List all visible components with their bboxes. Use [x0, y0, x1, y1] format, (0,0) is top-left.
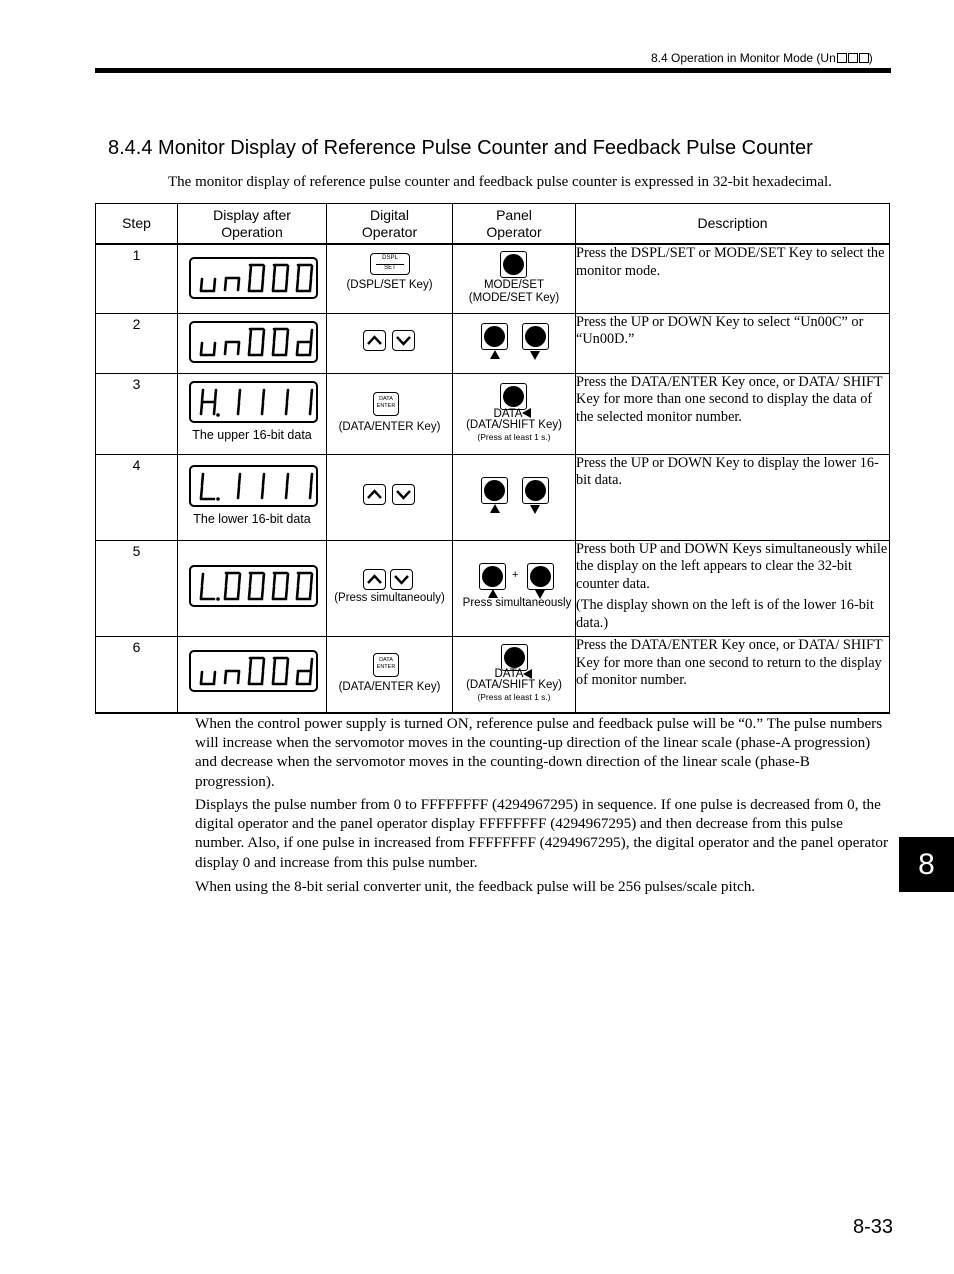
up-arrow-icon: [490, 504, 500, 513]
segment-digit-glyph: [294, 327, 316, 357]
up-button-icon: [481, 477, 508, 504]
step-description-note: (The display shown on the left is of the lower 16-bit data.): [576, 597, 874, 631]
segment-f: [298, 266, 299, 277]
segment-b: [287, 659, 288, 670]
panel-caption: DATA: [494, 668, 524, 680]
step-number: 6: [132, 639, 141, 655]
segment-c: [262, 343, 263, 354]
segment-digit: [270, 327, 292, 357]
segment-digit: [246, 263, 268, 293]
segment-c: [214, 343, 215, 354]
decimal-point: [216, 413, 220, 417]
segment-e: [297, 279, 298, 290]
segment-digit: [270, 471, 292, 501]
segment-e: [225, 587, 226, 598]
segment-e: [273, 672, 274, 683]
page-number: 8-33: [853, 1216, 894, 1238]
segment-digit: [222, 571, 244, 601]
segment-c: [310, 587, 311, 598]
segment-digit: [270, 263, 292, 293]
segment-digit-glyph: [246, 327, 268, 357]
segment-digit: [294, 263, 316, 293]
up-arrow-icon: [490, 350, 500, 359]
segment-e: [273, 587, 274, 598]
segment-digit-glyph: [222, 263, 244, 293]
segment-digit-glyph: [270, 387, 292, 417]
segment-b: [311, 474, 312, 485]
segment-digit: [294, 327, 316, 357]
segment-digit-glyph: [270, 656, 292, 686]
segment-b: [263, 659, 264, 670]
segment-c: [238, 672, 239, 683]
segment-e: [201, 403, 202, 414]
segment-b: [287, 474, 288, 485]
segment-e: [201, 343, 202, 354]
segment-digit: [294, 387, 316, 417]
segment-b: [239, 574, 240, 585]
up-key-icon: [363, 569, 386, 590]
up-button-icon: [479, 563, 506, 590]
segment-digit-glyph: [198, 327, 220, 357]
segment-f: [274, 574, 275, 585]
panel-caption: (MODE/SET Key): [468, 292, 560, 304]
segment-c: [214, 403, 215, 414]
segment-f: [250, 574, 251, 585]
segment-digit: [246, 656, 268, 686]
segment-e: [249, 343, 250, 354]
step-number: 3: [132, 375, 141, 392]
segment-c: [286, 403, 287, 414]
segment-f: [202, 474, 203, 485]
segment-b: [287, 266, 288, 277]
body-paragraph: When using the 8-bit serial converter unit, the feedback pulse will be 256 pulses/scale pitch.: [195, 878, 756, 895]
seven-segment-display: [189, 321, 318, 363]
segment-digit: [198, 387, 220, 417]
segment-e: [201, 587, 202, 598]
segment-digit: [294, 571, 316, 601]
left-arrow-icon: [522, 408, 531, 418]
segment-digit-glyph: [222, 656, 244, 686]
dspl-set-key-icon: DSPL SET: [370, 253, 410, 275]
segment-f: [298, 574, 299, 585]
data-shift-button-icon: [500, 383, 527, 410]
segment-f: [250, 330, 251, 341]
display-caption: The lower 16-bit data: [193, 511, 311, 526]
operation-steps-table: [95, 203, 890, 714]
segment-c: [286, 587, 287, 598]
step-description: Press the UP or DOWN Key to display the lower 16-bit data.: [576, 454, 879, 488]
step-description: Press the DATA/ENTER Key once, or DATA/ SHIFT Key for more than one second to return to the display of monitor number.: [576, 637, 883, 688]
segment-e: [225, 672, 226, 683]
header-digital-operator: Digital Operator: [327, 204, 453, 245]
segment-digit-glyph: [198, 571, 220, 601]
segment-digit: [246, 471, 268, 501]
segment-digit-glyph: [294, 387, 316, 417]
segment-f: [274, 659, 275, 670]
segment-b: [287, 574, 288, 585]
segment-c: [238, 343, 239, 354]
segment-c: [262, 672, 263, 683]
segment-f: [226, 574, 227, 585]
segment-digit-glyph: [294, 263, 316, 293]
down-button-icon: [522, 477, 549, 504]
segment-digit-glyph: [270, 471, 292, 501]
seven-segment-display: [189, 381, 318, 423]
section-intro: The monitor display of reference pulse counter and feedback pulse counter is expressed in 32-bit hexadecimal.: [168, 174, 832, 190]
segment-digit: [294, 656, 316, 686]
segment-digit: [222, 387, 244, 417]
segment-e: [297, 672, 298, 683]
step-description: Press the DATA/ENTER Key once, or DATA/ SHIFT Key for more than one second to display the data of the selected monitor number.: [576, 373, 883, 425]
segment-digit-glyph: [294, 656, 316, 686]
segment-digit: [246, 571, 268, 601]
segment-digit-glyph: [246, 656, 268, 686]
step-number: 5: [132, 542, 141, 559]
down-key-icon: [392, 330, 415, 351]
running-head: 8.4 Operation in Monitor Mode (Un ): [651, 51, 873, 65]
segment-b: [263, 474, 264, 485]
panel-caption-note: (Press at least 1 s.): [477, 431, 551, 442]
table-row: [96, 244, 890, 313]
segment-digit: [198, 327, 220, 357]
segment-c: [262, 403, 263, 414]
down-button-icon: [527, 563, 554, 590]
section-title: 8.4.4 Monitor Display of Reference Pulse Counter and Feedback Pulse Counter: [108, 137, 813, 159]
display-caption: The upper 16-bit data: [192, 427, 312, 442]
placeholder-box-icon: [848, 53, 858, 63]
segment-b: [263, 266, 264, 277]
segment-b: [311, 330, 312, 341]
header-step: Step: [96, 204, 178, 245]
segment-digit-glyph: [246, 387, 268, 417]
seven-segment-display: [189, 650, 318, 692]
segment-b: [287, 330, 288, 341]
segment-digit: [198, 571, 220, 601]
segment-digit: [246, 327, 268, 357]
data-shift-button-icon: [501, 644, 528, 671]
segment-b: [239, 390, 240, 401]
left-arrow-icon: [523, 669, 532, 679]
segment-e: [225, 279, 226, 290]
segment-digit-glyph: [222, 327, 244, 357]
panel-caption: (DATA/SHIFT Key): [466, 679, 562, 691]
panel-caption: MODE/SET: [483, 279, 545, 291]
up-key-icon: [363, 484, 386, 505]
header-rule: [95, 68, 891, 73]
segment-b: [263, 330, 264, 341]
segment-digit-glyph: [246, 263, 268, 293]
table-row: [96, 540, 890, 637]
segment-digit-glyph: [222, 471, 244, 501]
segment-b: [287, 390, 288, 401]
up-button-icon: [481, 323, 508, 350]
segment-e: [201, 487, 202, 498]
segment-b: [311, 574, 312, 585]
segment-f: [202, 574, 203, 585]
segment-b: [263, 390, 264, 401]
digital-key-caption: (DATA/ENTER Key): [338, 681, 441, 693]
segment-b: [311, 659, 312, 670]
segment-c: [286, 487, 287, 498]
segment-digit-glyph: [270, 327, 292, 357]
plus-sign: +: [512, 568, 519, 581]
down-arrow-icon: [530, 351, 540, 360]
segment-digit-glyph: [198, 471, 220, 501]
down-key-icon: [390, 569, 413, 590]
placeholder-box-icon: [837, 53, 847, 63]
digital-key-caption: (Press simultaneouly): [334, 591, 445, 604]
segment-c: [214, 279, 215, 290]
body-paragraph: Displays the pulse number from 0 to FFFFFFFF (4294967295) in sequence. If one pulse is decreased from 0, the digital operator and the panel operator display FFFFFFFF (4294967295) and then decrease from this pulse number. Also, if one pulse in increased from FFFFFFFF (4294967295), the digital operator and the panel operator display 0 and increase from this pulse number.: [195, 796, 889, 871]
digital-key-caption: (DATA/ENTER Key): [338, 420, 441, 433]
seven-segment-display: [189, 465, 318, 507]
segment-digit-glyph: [198, 387, 220, 417]
table-row: [96, 373, 890, 454]
segment-digit: [222, 263, 244, 293]
segment-b: [311, 266, 312, 277]
decimal-point: [216, 597, 220, 601]
segment-c: [262, 587, 263, 598]
header-display: Display after Operation: [178, 204, 327, 245]
segment-digit: [222, 471, 244, 501]
placeholder-box-icon: [859, 53, 869, 63]
header-panel-operator: Panel Operator: [453, 204, 576, 245]
step-description: Press both UP and DOWN Keys simultaneously while the display on the left appears to clear the 32-bit counter data.: [576, 540, 888, 592]
up-key-icon: [363, 330, 386, 351]
segment-digit: [222, 656, 244, 686]
segment-digit: [198, 263, 220, 293]
segment-e: [249, 279, 250, 290]
segment-f: [250, 659, 251, 670]
segment-digit: [270, 571, 292, 601]
segment-digit-glyph: [198, 263, 220, 293]
segment-e: [201, 279, 202, 290]
panel-caption: (DATA/SHIFT Key): [466, 418, 562, 431]
segment-c: [310, 279, 311, 290]
seven-segment-display: [189, 257, 318, 299]
segment-e: [201, 672, 202, 683]
segment-b: [311, 390, 312, 401]
segment-e: [297, 343, 298, 354]
table-row: [96, 454, 890, 540]
table-row: [96, 637, 890, 713]
down-arrow-icon: [530, 505, 540, 514]
data-enter-key-icon: DATA ENTER: [373, 392, 399, 416]
segment-f: [274, 330, 275, 341]
segment-digit-glyph: [270, 571, 292, 601]
segment-e: [249, 587, 250, 598]
header-description: Description: [576, 204, 890, 245]
segment-b: [263, 574, 264, 585]
step-number: 1: [132, 247, 141, 263]
segment-digit-glyph: [198, 656, 220, 686]
segment-digit-glyph: [270, 263, 292, 293]
segment-digit: [198, 471, 220, 501]
segment-e: [297, 587, 298, 598]
segment-c: [238, 487, 239, 498]
segment-e: [273, 279, 274, 290]
segment-digit: [270, 656, 292, 686]
digital-key-caption: (DSPL/SET Key): [346, 279, 433, 291]
segment-digit-glyph: [294, 571, 316, 601]
segment-f: [250, 266, 251, 277]
segment-digit-glyph: [246, 471, 268, 501]
segment-digit-glyph: [222, 387, 244, 417]
segment-c: [286, 672, 287, 683]
segment-c: [310, 343, 311, 354]
step-description: Press the UP or DOWN Key to select “Un00C” or “Un00D.”: [576, 313, 864, 347]
panel-caption: Press simultaneously: [462, 596, 572, 609]
mode-set-button-icon: [500, 251, 527, 278]
segment-c: [214, 672, 215, 683]
segment-c: [262, 487, 263, 498]
step-number: 4: [132, 456, 141, 473]
segment-digit: [294, 471, 316, 501]
segment-digit: [270, 387, 292, 417]
segment-digit-glyph: [246, 571, 268, 601]
segment-c: [310, 403, 311, 414]
segment-digit: [198, 656, 220, 686]
segment-f: [202, 390, 203, 401]
seven-segment-display: [189, 565, 318, 607]
data-enter-key-icon: DATA ENTER: [373, 653, 399, 677]
segment-b: [215, 390, 216, 401]
segment-digit-glyph: [294, 471, 316, 501]
segment-c: [238, 403, 239, 414]
panel-caption-note: (Press at least 1 s.): [477, 692, 551, 702]
chapter-tab: 8: [899, 837, 954, 892]
down-button-icon: [522, 323, 549, 350]
segment-digit: [246, 387, 268, 417]
segment-c: [262, 279, 263, 290]
segment-c: [310, 672, 311, 683]
decimal-point: [216, 497, 220, 501]
segment-c: [286, 343, 287, 354]
segment-b: [239, 474, 240, 485]
segment-digit: [222, 327, 244, 357]
segment-c: [238, 587, 239, 598]
segment-e: [249, 672, 250, 683]
step-description: Press the DSPL/SET or MODE/SET Key to select the monitor mode.: [576, 245, 885, 279]
step-number: 2: [132, 315, 141, 332]
panel-caption: DATA: [493, 407, 523, 420]
segment-e: [273, 343, 274, 354]
segment-c: [238, 279, 239, 290]
segment-digit-glyph: [222, 571, 244, 601]
segment-e: [225, 343, 226, 354]
table-row: [96, 313, 890, 373]
down-key-icon: [392, 484, 415, 505]
segment-c: [310, 487, 311, 498]
segment-c: [286, 279, 287, 290]
body-paragraph: When the control power supply is turned ON, reference pulse and feedback pulse will be “0.” The pulse numbers will increase when the servomotor moves in the counting-up direction of the linear scale (phase-A progression) and decrease when the servomotor moves in the counting-down direction of the linear scale (phase-B progression).: [195, 715, 883, 790]
segment-f: [274, 266, 275, 277]
